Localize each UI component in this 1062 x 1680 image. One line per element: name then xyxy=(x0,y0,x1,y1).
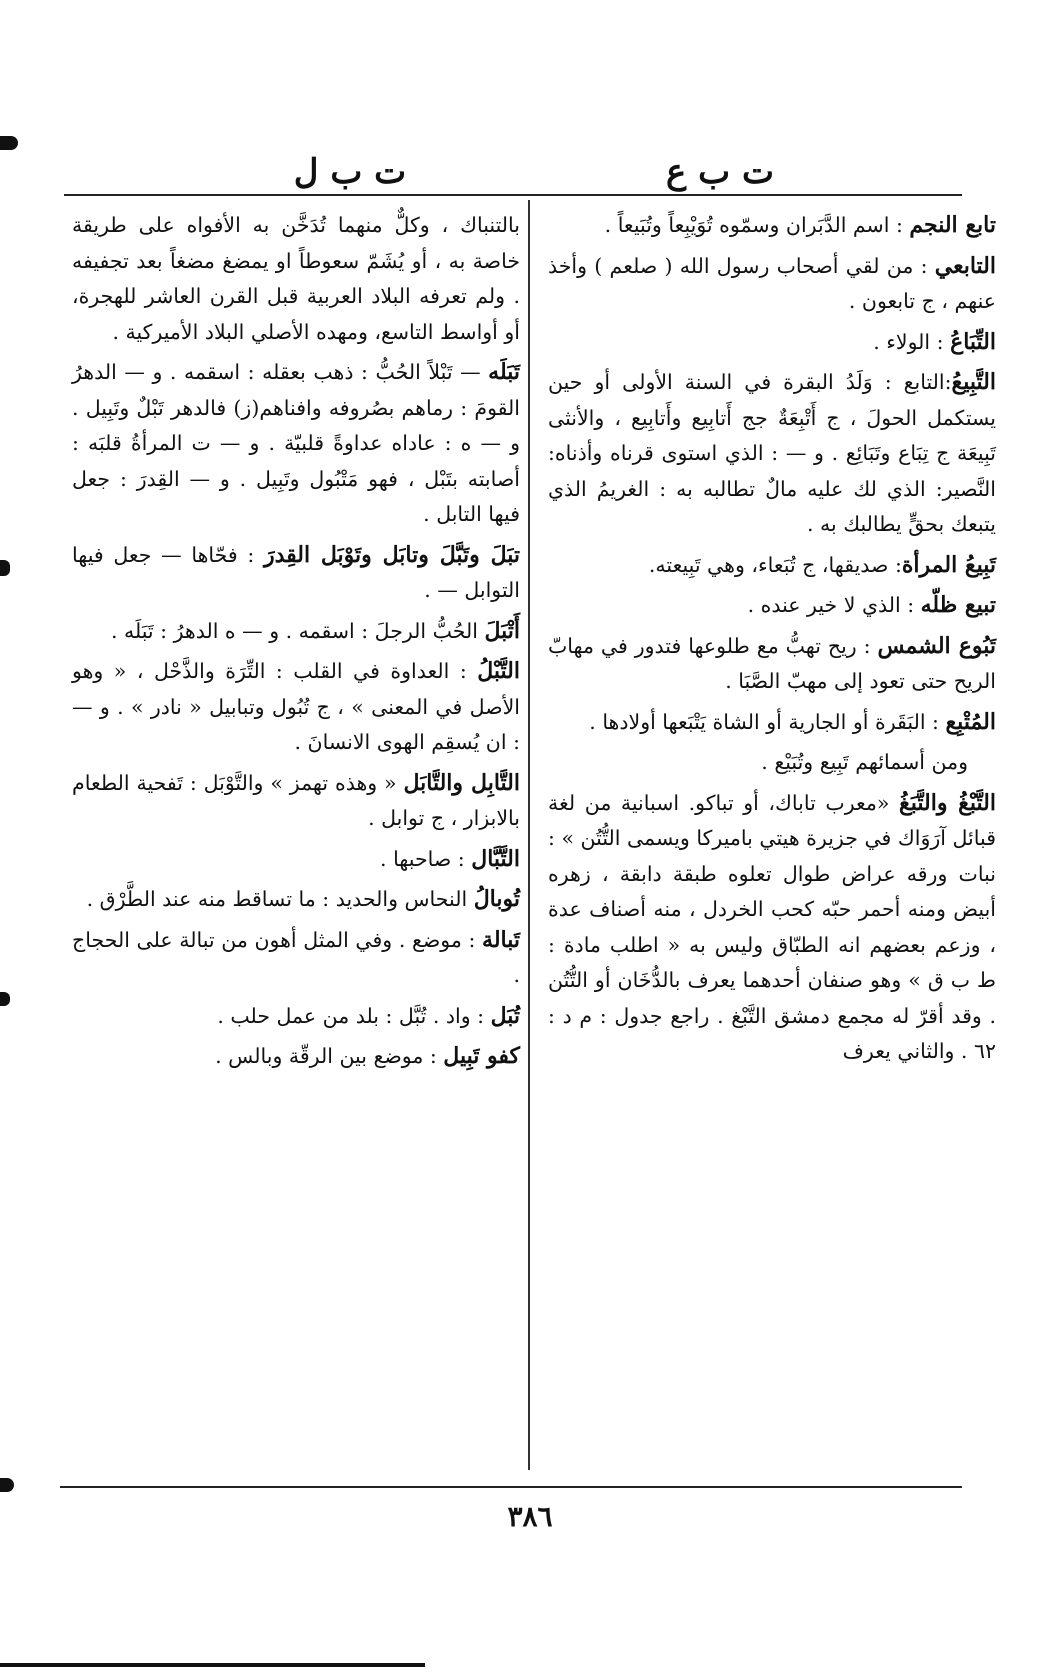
entry-text: النحاس والحديد : ما تساقط منه عند الطَّرْق . xyxy=(86,887,474,911)
scan-mark xyxy=(0,560,10,576)
dictionary-entry xyxy=(548,629,996,700)
running-head-right: ت ب ع xyxy=(666,152,774,192)
page-number: ٣٨٦ xyxy=(507,1500,553,1533)
dictionary-entry xyxy=(72,614,520,650)
column-divider xyxy=(528,200,530,1470)
entry-text: بالتنباك ، وكلٌّ منهما تُدَخَّن به الأفواه على طريقة خاصة به ، أو يُشَمّ سعوطاً او يمضغ مضغاً بعد تجفيفه . ولم تعرفه البلاد العربية قبل القرن العاشر للهجرة، أو أواسط التاسع، ومهده الأصلي البلاد الأميركية . xyxy=(72,213,520,344)
dictionary-entry xyxy=(72,538,520,609)
dictionary-entry xyxy=(548,365,996,543)
entry-text: : صاحبها . xyxy=(380,846,472,871)
scan-mark xyxy=(0,136,18,150)
entry-text: : الولاء . xyxy=(873,329,951,354)
dictionary-entry xyxy=(72,1039,520,1075)
dictionary-entry xyxy=(72,208,520,350)
dictionary-entry xyxy=(548,249,996,320)
running-head-left: ت ب ل xyxy=(293,152,407,192)
top-rule xyxy=(64,194,962,196)
left-column xyxy=(72,208,520,1080)
dictionary-entry xyxy=(548,548,996,584)
dictionary-entry xyxy=(72,999,520,1035)
entry-headword: التَّابِل والتَّابَل xyxy=(403,769,520,796)
dictionary-entry xyxy=(72,355,520,533)
entry-headword: كفو تَبِيل xyxy=(443,1043,520,1069)
entry-text: « وهذه تهمز » والتَّوْبَل : تَفحية الطعام بالابزار ، ج توابل . xyxy=(72,770,520,830)
entry-headword: التِّبَاعُ xyxy=(950,328,996,355)
entry-text: الحُبُّ الرجلَ : اسقمه . و — ه الدهرُ : تَبَلَه . xyxy=(110,618,485,643)
entry-text: :التابع : وَلَدُ البقرة في السنة الأولى أو حين يستكمل الحولَ ، ج أَتْبِعَةٌ جج أَتابِيع وأَتابِيع ، والأنثى تَبِيعَة ج تِبَاع وتَبَائِع . و — : الذي استوى قرناه وأذناه: النَّصير: الذي لك عليه مالٌ تطالبه به : الغريمُ الذي يتبعك بحقٍّ يطالبك به . xyxy=(548,370,996,536)
entry-headword: المُتْبِع xyxy=(945,708,996,735)
dictionary-entry xyxy=(548,786,996,1070)
entry-headword: تَبَلَه xyxy=(488,359,520,385)
bottom-rule xyxy=(60,1486,962,1488)
dictionary-entry xyxy=(548,325,996,361)
entry-headword: التَّبْلُ xyxy=(477,658,520,684)
entry-text: : واد . تُبَّل : بلد من عمل حلب . xyxy=(217,1003,491,1028)
entry-headword: تُوبالُ xyxy=(473,886,520,912)
entry-headword: التَّبَّال xyxy=(471,845,520,872)
dictionary-entry xyxy=(548,208,996,244)
scan-mark xyxy=(0,992,10,1006)
dictionary-entry xyxy=(72,654,520,761)
dictionary-entry xyxy=(548,705,996,741)
entry-headword: تبَلَ وتَبَّلَ وتابَل وتَوْبَل القِدرَ xyxy=(263,541,520,568)
entry-text: «معرب تاباك، أو تباكو. اسبانية من لغة قبائل آرَوَاك في جزيرة هيتي باميركا ويسمى التُّتُن » : نبات ورقه عراض طوال تعلوه طبقة دابقة ، زهره أبيض ومنه أحمر حبّه كحب الخردل ، منه أصناف عدة ، وزعم بعضهم انه الطبّاق وليس به « اطلب مادة : ط ب ق » وهو صنفان أحدهما يعرف بالدُّخَان أو التُّتُن . وقد أقرّ له مجمع دمشق التَّبْغ . راجع جدول : م د : ٦٢ . والثاني يعرف xyxy=(548,790,996,1063)
entry-text: : الذي لا خير عنده . xyxy=(747,593,921,617)
entry-text: : موضع بين الرقّة وبالس . xyxy=(215,1044,444,1068)
entry-text: : فحّاها — جعل فيها التوابل — . xyxy=(72,542,520,602)
entry-text: : صديقها، ج تُبَعاء، وهي تَبِيعته. xyxy=(648,552,902,577)
entry-headword: التابعي xyxy=(934,252,996,279)
entry-text: : البَقَرة أو الجارية أو الشاة يَتْبَعها أولادها . xyxy=(589,709,946,734)
entry-text: : ريح تهبُّ مع طلوعها فتدور في مهابّ الريح حتى تعود إلى مهبّ الصَّبَا . xyxy=(548,633,996,693)
right-column xyxy=(548,208,996,1075)
footer-rule xyxy=(0,1663,425,1667)
dictionary-entry xyxy=(72,923,520,994)
entry-headword: تَبِيعُ المرأة xyxy=(901,551,996,578)
entry-text: : من لقي أصحاب رسول الله ( صلعم ) وأخذ عنهم ، ج تابعون . xyxy=(548,253,996,313)
entry-text: ومن أسمائهم تَبِيع وتُبَيْع . xyxy=(761,750,968,774)
entry-headword: أَتْبَلَ xyxy=(484,617,520,644)
scan-mark xyxy=(0,1478,14,1492)
entry-headword: تَبُوع الشمس xyxy=(877,632,996,659)
entry-headword: تَبالة xyxy=(482,926,520,953)
entry-headword: تبيع ظلّه xyxy=(920,592,996,618)
entry-text: : موضع . وفي المثل أهون من تبالة على الحجاج . xyxy=(72,927,520,987)
dictionary-entry xyxy=(72,766,520,837)
entry-text: — تَبْلاً الحُبُّ : ذهب بعقله : اسقمه . و — الدهرُ القومَ : رماهم بصُروفه وافناهم(ز) فالدهر تَبْلٌ وتَبِيل . و — ه : عاداه عداوةً قلبيّة . و — ت المرأةُ قلبَه : أصابته بتَبْل ، فهو مَتْبُول وتَبِيل . و — القِدرَ : جعل فيها التابل . xyxy=(72,360,520,526)
entry-text: : اسم الدَّبَران وسمّوه تُوَيْبِعاً وتُبَيعاً . xyxy=(604,213,910,237)
dictionary-entry xyxy=(548,745,996,781)
entry-headword: تُبَل xyxy=(490,1002,520,1029)
dictionary-entry xyxy=(72,882,520,918)
entry-headword: تابع النجم xyxy=(909,212,996,238)
dictionary-entry xyxy=(548,588,996,624)
entry-headword: التَّبْغُ والتَّبَغُ xyxy=(899,789,996,816)
dictionary-entry xyxy=(72,842,520,878)
entry-headword: التَّبِيعُ xyxy=(951,369,996,395)
entry-text: : العداوة في القلب : التِّرَة والذَّحْل ، « وهو الأصل في المعنى » ، ج تُبُول وتبابيل « نادر » . و — : ان يُسقِم الهوى الانسانَ . xyxy=(72,659,520,754)
